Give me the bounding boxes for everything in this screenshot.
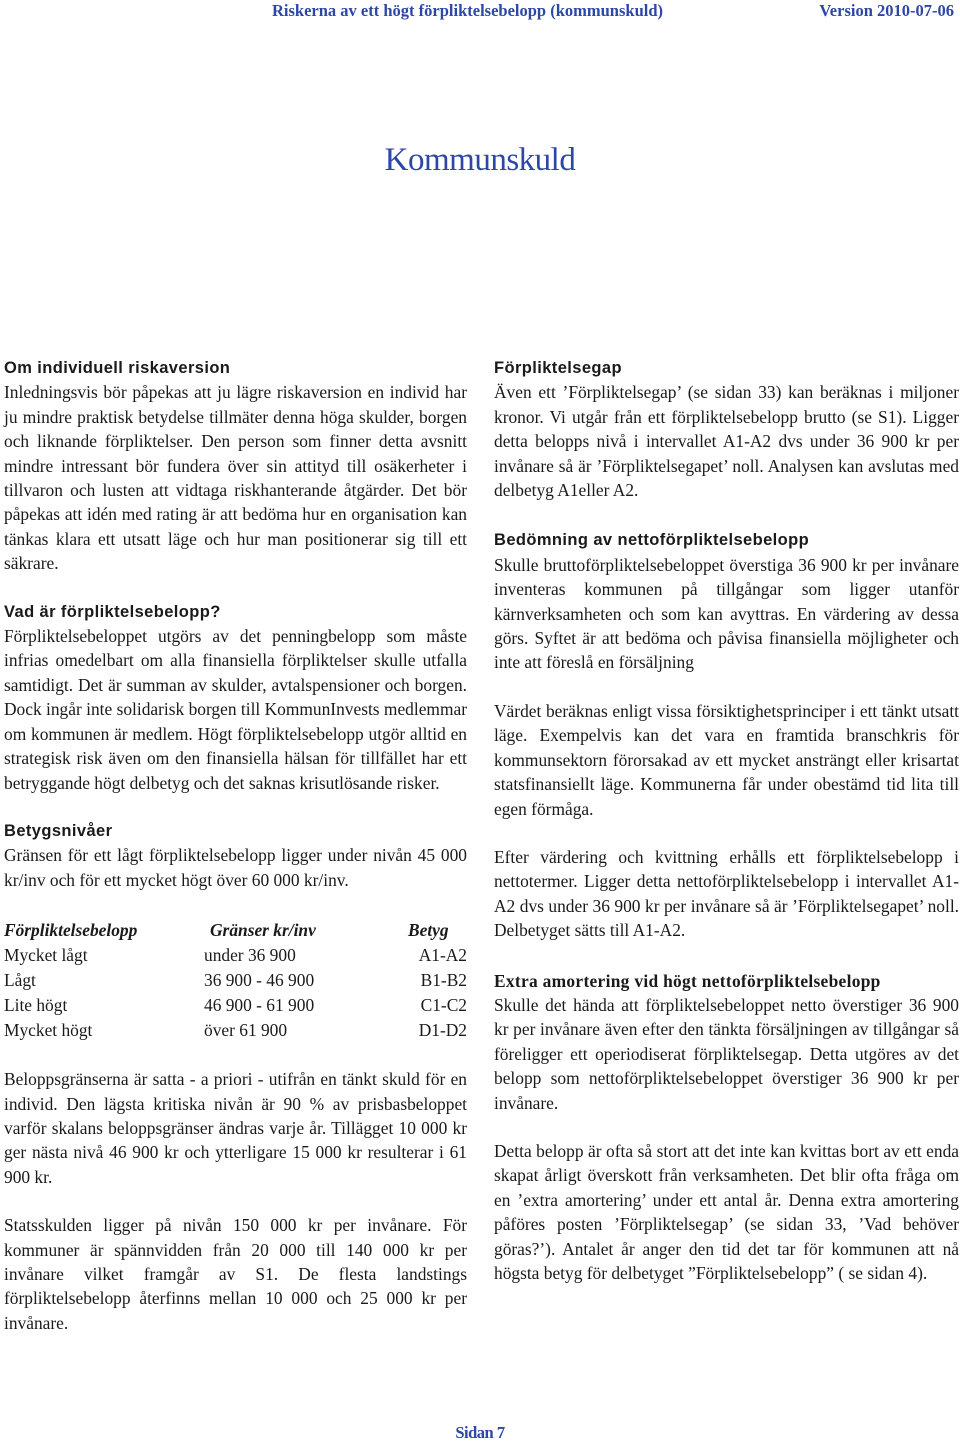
header-version: Version 2010-07-06 [819,1,954,20]
section-heading-forpliktelsebelopp: Vad är förpliktelsebelopp? [4,602,221,621]
paragraph-betygsnivaer: Gränsen för ett lågt förpliktelsebelopp ligger under nivån 45 000 kr/inv och för ett mycket högt över 60 000 kr/inv. [4,845,467,890]
table-row [4,1018,467,1043]
left-column [4,356,467,1335]
table-cell: B1-B2 [420,970,467,991]
table-header-row [4,918,467,943]
table-cell: under 36 900 [204,945,296,966]
paragraph-vardet: Värdet beräknas enligt vissa försiktighetsprinciper i ett tänkt utsatt läge. Exempelvis kan det vara en framtida branschkris för kommunsektorn förorsakad av ett mycket ansträngt eller krisartat statsfinansiellt läge. Kommunerna får under obestämd tid lita till egen förmåga. [494,700,959,819]
section-heading-extra-amortering: Extra amortering vid högt nettoförpliktelsebelopp [494,970,881,991]
table-header-cell: Gränser kr/inv [210,920,316,941]
page-header [0,0,960,26]
page-number: Sidan 7 [455,1423,505,1442]
table-header-cell: Betyg [408,920,449,941]
paragraph-detta-belopp: Detta belopp är ofta så stort att det inte kan kvittas bort av ett enda skapat årligt överskott från verksamheten. Det blir ofta fråga om en ’extra amortering’ under ett antal år. Denna extra amortering påföres posten ’Förpliktelsegap’ (se sidan 33, ’Vad behöver göras?’). Antalet år anger den tid det tar för kommunen att nå högsta betyg för delbetyget ”Förpliktelsebelopp” ( se sidan 4). [494,1140,959,1283]
paragraph-riskaversion: Inledningsvis bör påpekas att ju lägre riskaversion en individ har ju mindre praktisk betydelse tillmäter denna höga skulder, borgen och liknande förpliktelser. Den person som finner detta avsnitt mindre intressant bör fundera över sin attityd till osäkerheter i tillvaron och lusten att vidtaga riskhanterande åtgärder. Det bör påpekas att idén med rating är att bedöma hur en organisation kan tänkas klara ett utsatt läge och hur man positionerar sig till ett säkrare. [4,382,467,574]
table-cell: över 61 900 [204,1020,288,1041]
table-cell: Lite högt [4,995,68,1016]
paragraph-forpliktelsegap: Även ett ’Förpliktelsegap’ (se sidan 33) kan beräknas i miljoner kronor. Vi utgår från ett förpliktelsebelopp brutto (se S1). Ligger detta belopps nivå i intervallet A1-A2 dvs under 36 900 kr per invånare så är ’Förpliktelsegapet’ noll. Analysen kan avslutas med delbetyg A1eller A2. [494,382,959,501]
table-cell: Mycket lågt [4,945,88,966]
section-heading-betygsnivaer: Betygsnivåer [4,821,113,840]
header-title: Riskerna av ett högt förpliktelsebelopp (kommunskuld) [272,1,663,20]
paragraph-bedomning: Skulle bruttoförpliktelsebeloppet överstiga 36 900 kr per invånare inventeras kommunen på tillgångar som ligger utanför kärnverksamheten och som kan avyttras. En värdering av dessa görs. Syftet är att bedöma och påvisa finansiella möjligheter och inte att föreslå en försäljning [494,554,959,673]
section-heading-forpliktelsegap: Förpliktelsegap [494,359,622,377]
page-title: Kommunskuld [384,142,576,178]
section-heading-riskaversion: Om individuell riskaversion [4,359,231,377]
table-cell: C1-C2 [420,995,467,1016]
rating-table [4,918,467,1043]
table-cell: Lågt [4,970,36,991]
paragraph-forpliktelsebelopp: Förpliktelsebeloppet utgörs av det penningbelopp som måste infrias omedelbart om alla finansiella förpliktelser skulle utfalla samtidigt. Det är summan av skulder, avtalspensioner och borgen. Dock ingår inte solidarisk borgen till KommunInvests medlemmar om kommunen är medlem. Högt förpliktelsebelopp utgör alltid en strategisk risk även om den finansiella hälsan för tillfället har ett betryggande högt delbetyg och det saknas krisutlösande risker. [4,626,467,793]
paragraph-beloppsgranser: Beloppsgränserna är satta - a priori - utifrån en tänkt skuld för en individ. Den lägsta kritiska nivån är 90 % av prisbasbeloppet varför skalans beloppsgränser ändras varje år. Tillägget 10 000 kr ger nästa nivå 46 900 kr och ytterligare 15 000 kr resulterar i 61 900 kr. [4,1069,467,1187]
section-heading-nettoforpliktelsebelopp: Bedömning av nettoförpliktelsebelopp [494,531,810,550]
right-column [494,356,959,1285]
table-row [4,993,467,1018]
table-header-cell: Förpliktelsebelopp [4,920,138,941]
paragraph-extra-amortering: Skulle det hända att förpliktelsebeloppet netto överstiger 36 900 kr per invånare även efter den tänkta försäljningen av tillgångar så föreligger ett operiodiserat förpliktelsegap. Detta utgöres av det belopp som nettoförpliktelsebeloppet överstiger 36 900 kr per invånare. [494,994,959,1113]
table-cell: D1-D2 [418,1020,467,1041]
table-row [4,943,467,968]
table-cell: 46 900 - 61 900 [204,995,315,1016]
paragraph-statsskulden: Statsskulden ligger på nivån 150 000 kr per invånare. För kommuner är spännvidden från 20 000 till 140 000 kr per invånare vilket framgår av S1. De flesta landstings förpliktelsebelopp återfinns mellan 10 000 och 25 000 kr per invånare. [4,1215,467,1333]
table-cell: Mycket högt [4,1020,93,1041]
table-cell: A1-A2 [418,945,467,966]
table-cell: 36 900 - 46 900 [204,970,315,991]
table-row [4,968,467,993]
paragraph-kvittning: Efter värdering och kvittning erhålls ett förpliktelsebelopp i nettotermer. Ligger detta nettoförpliktelsebelopp i intervallet A1-A2 dvs under 36 900 kr per invånare så är ’Förpliktelsegapet’ noll. Delbetyget sätts till A1-A2. [494,846,959,941]
